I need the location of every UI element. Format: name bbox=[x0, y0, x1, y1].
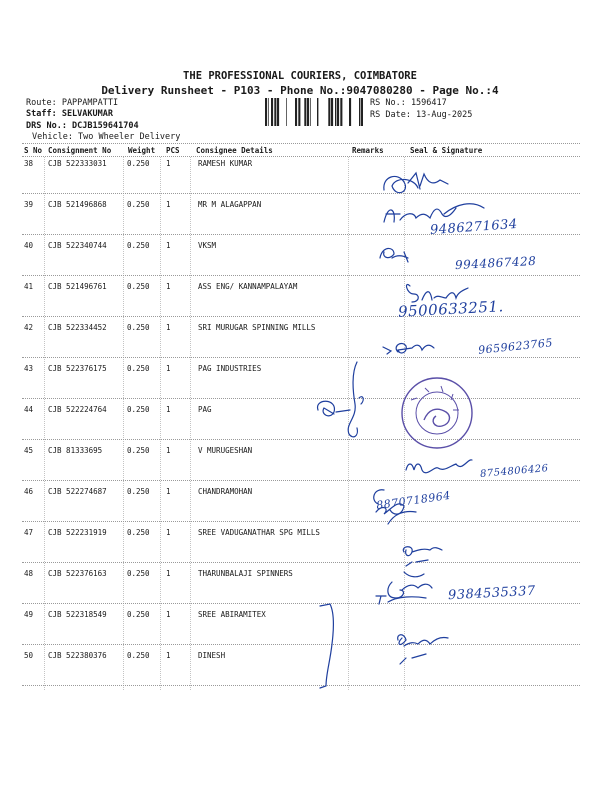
barcode-bar bbox=[337, 98, 339, 126]
row-divider bbox=[22, 193, 580, 194]
barcode-bar bbox=[265, 98, 267, 126]
row-pcs: 1 bbox=[166, 364, 171, 373]
barcode-bar bbox=[275, 98, 276, 126]
header-rule-bottom bbox=[22, 156, 580, 157]
row-divider bbox=[22, 398, 580, 399]
col-consignment: Consignment No bbox=[48, 146, 112, 155]
barcode-bar bbox=[329, 98, 330, 126]
row-sno: 39 bbox=[24, 200, 34, 209]
row-sno: 42 bbox=[24, 323, 34, 332]
company-title: THE PROFESSIONAL COURIERS, COIMBATORE bbox=[183, 70, 417, 82]
row-weight: 0.250 bbox=[127, 528, 150, 537]
row-consignee: SREE VADUGANATHAR SPG MILLS bbox=[198, 528, 320, 537]
barcode-bar bbox=[331, 98, 333, 126]
col-pcs: PCS bbox=[166, 146, 180, 155]
handwritten-phone-48: 9384535337 bbox=[447, 583, 537, 604]
staff-label: Staff: SELVAKUMAR bbox=[26, 109, 113, 119]
row-sno: 38 bbox=[24, 159, 34, 168]
row-weight: 0.250 bbox=[127, 569, 150, 578]
runsheet-title: Delivery Runsheet - P103 - Phone No.:9047080280 - Page No.:4 bbox=[101, 84, 499, 97]
row-sno: 40 bbox=[24, 241, 34, 250]
row-consignment-no: CJB 522376175 bbox=[48, 364, 107, 373]
row-pcs: 1 bbox=[166, 569, 171, 578]
rs-date: RS Date: 13-Aug-2025 bbox=[370, 110, 473, 120]
handwritten-phone-39: 9486271634 bbox=[429, 216, 519, 239]
row-sno: 48 bbox=[24, 569, 34, 578]
row-divider bbox=[22, 521, 580, 522]
row-divider bbox=[22, 439, 580, 440]
row-weight: 0.250 bbox=[127, 364, 150, 373]
row-sno: 46 bbox=[24, 487, 34, 496]
barcode-bar bbox=[307, 98, 309, 126]
row-weight: 0.250 bbox=[127, 323, 150, 332]
handwritten-phone-46: 8754806426 bbox=[479, 463, 549, 480]
row-sno: 44 bbox=[24, 405, 34, 414]
row-consignment-no: CJB 521496868 bbox=[48, 200, 107, 209]
row-pcs: 1 bbox=[166, 323, 171, 332]
row-divider bbox=[22, 275, 580, 276]
row-consignment-no: CJB 522224764 bbox=[48, 405, 107, 414]
barcode-bar bbox=[277, 98, 279, 126]
barcode-bar bbox=[328, 98, 329, 126]
col-sno: S No bbox=[24, 146, 43, 155]
row-divider bbox=[22, 316, 580, 317]
row-sno: 47 bbox=[24, 528, 34, 537]
barcode-bar bbox=[341, 98, 342, 126]
row-weight: 0.250 bbox=[127, 651, 150, 660]
row-weight: 0.250 bbox=[127, 610, 150, 619]
barcode-bar bbox=[298, 98, 299, 126]
col-seal-signature: Seal & Signature bbox=[410, 146, 483, 155]
barcode-bar bbox=[317, 98, 318, 126]
row-consignee: PAG bbox=[198, 405, 212, 414]
barcode-bar bbox=[361, 98, 363, 126]
row-consignment-no: CJB 522340744 bbox=[48, 241, 107, 250]
row-consignment-no: CJB 522380376 bbox=[48, 651, 107, 660]
row-sno: 49 bbox=[24, 610, 34, 619]
barcode-bar bbox=[274, 98, 275, 126]
row-weight: 0.250 bbox=[127, 405, 150, 414]
handwritten-phone-42: 9659623765 bbox=[477, 336, 554, 357]
barcode-bar bbox=[299, 98, 300, 126]
row-consignment-no: CJB 522274687 bbox=[48, 487, 107, 496]
row-weight: 0.250 bbox=[127, 241, 150, 250]
row-consignment-no: CJB 81333695 bbox=[48, 446, 103, 455]
row-pcs: 1 bbox=[166, 241, 171, 250]
row-divider bbox=[22, 562, 580, 563]
row-consignee: DINESH bbox=[198, 651, 226, 660]
row-pcs: 1 bbox=[166, 200, 171, 209]
row-divider bbox=[22, 603, 580, 604]
row-consignee: VKSM bbox=[198, 241, 217, 250]
barcode-bar bbox=[349, 98, 351, 126]
row-consignee: RAMESH KUMAR bbox=[198, 159, 253, 168]
barcode-bar bbox=[359, 98, 360, 126]
row-consignee: MR M ALAGAPPAN bbox=[198, 200, 262, 209]
col-consignee: Consignee Details bbox=[196, 146, 273, 155]
row-consignment-no: CJB 522333031 bbox=[48, 159, 107, 168]
row-sno: 45 bbox=[24, 446, 34, 455]
barcode-bar bbox=[271, 98, 273, 126]
row-weight: 0.250 bbox=[127, 282, 150, 291]
barcode-bar bbox=[340, 98, 341, 126]
route-label: Route: PAPPAMPATTI bbox=[26, 98, 119, 108]
row-divider bbox=[22, 234, 580, 235]
handwritten-phone-47: 8870718964 bbox=[375, 488, 452, 513]
vehicle-label: Vehicle: Two Wheeler Delivery bbox=[32, 132, 181, 142]
row-pcs: 1 bbox=[166, 159, 171, 168]
row-sno: 43 bbox=[24, 364, 34, 373]
row-weight: 0.250 bbox=[127, 446, 150, 455]
barcode-bar bbox=[305, 98, 306, 126]
row-consignee: PAG INDUSTRIES bbox=[198, 364, 262, 373]
row-pcs: 1 bbox=[166, 651, 171, 660]
row-consignee: CHANDRAMOHAN bbox=[198, 487, 253, 496]
row-consignment-no: CJB 522376163 bbox=[48, 569, 107, 578]
row-pcs: 1 bbox=[166, 405, 171, 414]
row-pcs: 1 bbox=[166, 528, 171, 537]
row-pcs: 1 bbox=[166, 282, 171, 291]
drs-label: DRS No.: DCJB159641704 bbox=[26, 121, 139, 131]
row-pcs: 1 bbox=[166, 446, 171, 455]
handwritten-phone-40: 9944867428 bbox=[454, 253, 537, 273]
row-consignee: SREE ABIRAMITEX bbox=[198, 610, 266, 619]
row-pcs: 1 bbox=[166, 610, 171, 619]
barcode-bar bbox=[286, 98, 287, 126]
col-weight: Weight bbox=[128, 146, 156, 155]
rs-number: RS No.: 1596417 bbox=[370, 98, 447, 108]
row-divider bbox=[22, 644, 580, 645]
barcode-bar bbox=[335, 98, 336, 126]
row-consignment-no: CJB 522231919 bbox=[48, 528, 107, 537]
header-rule-top bbox=[22, 143, 580, 144]
row-consignment-no: CJB 522318549 bbox=[48, 610, 107, 619]
barcode-bar bbox=[310, 98, 311, 126]
row-weight: 0.250 bbox=[127, 487, 150, 496]
row-weight: 0.250 bbox=[127, 159, 150, 168]
row-divider bbox=[22, 480, 580, 481]
row-divider bbox=[22, 685, 580, 686]
row-consignment-no: CJB 522334452 bbox=[48, 323, 107, 332]
handwritten-phone-41: 9500633251. bbox=[397, 297, 505, 321]
barcode-bar bbox=[268, 98, 269, 126]
row-consignee: ASS ENG/ KANNAMPALAYAM bbox=[198, 282, 298, 291]
barcode-bar bbox=[295, 98, 297, 126]
row-weight: 0.250 bbox=[127, 200, 150, 209]
row-sno: 50 bbox=[24, 651, 34, 660]
barcode bbox=[265, 98, 363, 126]
row-consignee: SRI MURUGAR SPINNING MILLS bbox=[198, 323, 316, 332]
row-consignee: V MURUGESHAN bbox=[198, 446, 253, 455]
row-consignment-no: CJB 521496761 bbox=[48, 282, 107, 291]
row-divider bbox=[22, 357, 580, 358]
row-pcs: 1 bbox=[166, 487, 171, 496]
row-sno: 41 bbox=[24, 282, 34, 291]
row-consignee: THARUNBALAJI SPINNERS bbox=[198, 569, 293, 578]
col-remarks: Remarks bbox=[352, 146, 384, 155]
barcode-bar bbox=[304, 98, 305, 126]
